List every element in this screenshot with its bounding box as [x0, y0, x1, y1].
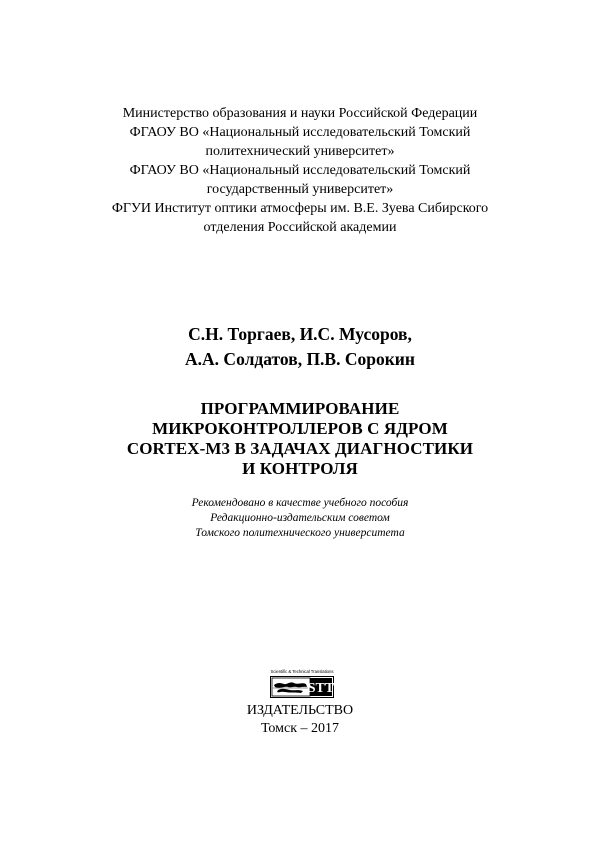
recommendation-line-3: Томского политехнического университета — [195, 527, 405, 539]
org-line-ministry: Министерство образования и науки Российской Федерации — [122, 106, 478, 121]
globe-map-icon — [270, 676, 334, 698]
organizations-block — [0, 104, 600, 237]
logo-text: STT — [307, 681, 334, 696]
title-line-2: МИКРОКОНТРОЛЛЕРОВ С ЯДРОМ — [152, 419, 448, 438]
authors-line-2: А.А. Солдатов, П.В. Сорокин — [185, 349, 415, 369]
publisher-block — [0, 702, 600, 738]
recommendation-line-1: Рекомендовано в качестве учебного пособия — [191, 497, 409, 509]
recommendation-line-2: Редакционно-издательским советом — [210, 512, 390, 524]
org-line-tpu-1: ФГАОУ ВО «Национальный исследовательский Томский — [129, 125, 471, 140]
title-line-3: CORTEX-M3 В ЗАДАЧАХ ДИАГНОСТИКИ — [126, 439, 474, 458]
publisher-logo — [270, 669, 334, 699]
recommendation-block — [0, 496, 600, 541]
org-line-tpu-2: политехнический университет» — [205, 144, 395, 159]
publisher-city-year: Томск – 2017 — [260, 721, 340, 736]
authors-line-1: С.Н. Торгаев, И.С. Мусоров, — [188, 324, 412, 344]
publisher-label: ИЗДАТЕЛЬСТВО — [246, 703, 354, 718]
logo-caption: Scientific & Technical Translations — [270, 669, 334, 674]
title-line-1: ПРОГРАММИРОВАНИЕ — [200, 399, 400, 418]
logo-mark — [270, 676, 334, 698]
org-line-tsu-1: ФГАОУ ВО «Национальный исследовательский Томский — [129, 163, 471, 178]
org-line-iao-2: отделения Российской академии — [203, 220, 397, 235]
org-line-tsu-2: государственный университет» — [206, 182, 394, 197]
org-line-iao-1: ФГУИ Институт оптики атмосферы им. В.Е. Зуева Сибирского — [111, 201, 489, 216]
authors-block — [0, 322, 600, 372]
title-line-4: И КОНТРОЛЯ — [242, 459, 358, 478]
book-title — [0, 399, 600, 479]
